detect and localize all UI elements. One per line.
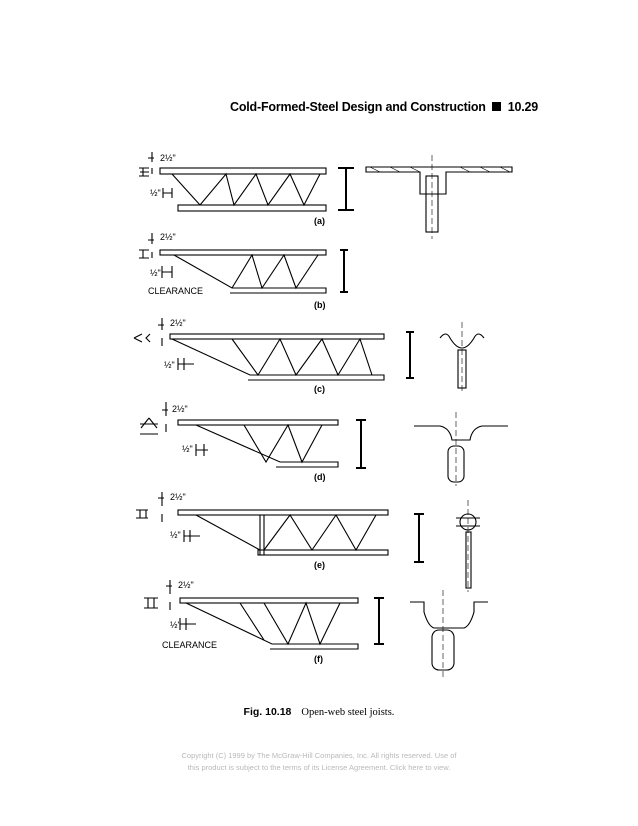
web-a xyxy=(172,174,320,205)
copyright-notice[interactable] xyxy=(0,750,638,774)
dim-a-2-5: 2½" xyxy=(160,153,176,163)
dim-b-lines xyxy=(148,233,154,258)
web-c xyxy=(232,339,372,375)
seat-a-section xyxy=(139,168,149,176)
joist-b xyxy=(139,232,348,310)
web-e xyxy=(196,515,376,555)
dim-a-0-5: ½" xyxy=(150,188,161,198)
dim-f-lines xyxy=(166,580,172,610)
seat-c-section xyxy=(134,334,150,342)
joist-a xyxy=(139,152,512,239)
dim-b-small xyxy=(162,266,172,278)
detail-f-plate xyxy=(410,602,488,628)
copyright-line-2[interactable]: this product is subject to the terms of its License Agreement. Click here to view. xyxy=(187,763,451,772)
section-a xyxy=(338,168,354,210)
web-d xyxy=(244,425,322,462)
seat-e-section xyxy=(136,510,148,518)
dim-f-small xyxy=(180,618,196,630)
dim-b-2-5: 2½" xyxy=(160,232,176,242)
seat-b-section xyxy=(139,250,149,258)
detail-e-rod xyxy=(466,532,471,588)
section-e xyxy=(414,514,424,562)
top-chord-f xyxy=(180,598,358,603)
section-b xyxy=(340,250,348,292)
top-chord-c xyxy=(170,334,384,339)
copyright-line-1: Copyright (C) 1999 by The McGraw-Hill Companies, Inc. All rights reserved. Use of xyxy=(181,751,457,760)
dim-e-0-5: ½" xyxy=(170,530,181,540)
joist-f xyxy=(144,580,488,680)
dim-c-2-5: 2½" xyxy=(170,318,186,328)
dim-e-2-5: 2½" xyxy=(170,492,186,502)
clearance-b: CLEARANCE xyxy=(148,286,204,296)
label-c: (c) xyxy=(314,384,325,394)
web-f xyxy=(240,603,340,644)
dim-d-lines xyxy=(162,402,168,432)
figure-caption-text: Open-web steel joists. xyxy=(301,707,395,718)
figure-caption xyxy=(0,706,638,718)
bottom-chord-e xyxy=(258,550,388,555)
figure-number: Fig. 10.18 xyxy=(243,706,292,718)
dim-f-0-5: ½" xyxy=(170,620,181,630)
dim-e-small xyxy=(184,530,200,542)
clearance-f: CLEARANCE xyxy=(162,640,218,650)
top-chord-d xyxy=(178,420,338,425)
web-b xyxy=(232,255,318,288)
bottom-chord-a xyxy=(178,205,326,211)
header-page-number: 10.29 xyxy=(507,100,538,114)
seat-d-section xyxy=(140,418,158,434)
section-f xyxy=(374,598,384,644)
joist-d xyxy=(140,402,508,486)
detail-a-hatch xyxy=(370,167,510,172)
dim-d-0-5: ½" xyxy=(182,444,193,454)
detail-a-plate xyxy=(366,167,512,194)
joist-e xyxy=(136,492,480,592)
dim-c-small xyxy=(178,358,194,370)
dim-f-2-5: 2½" xyxy=(178,580,194,590)
seat-f-section xyxy=(144,598,158,608)
header-title: Cold-Formed-Steel Design and Construction xyxy=(230,100,486,114)
label-d: (d) xyxy=(314,472,326,482)
top-chord-a xyxy=(160,168,326,174)
dim-c-lines xyxy=(158,318,164,346)
dim-d-small xyxy=(196,444,208,456)
label-e: (e) xyxy=(314,560,325,570)
joist-c xyxy=(134,318,484,394)
dim-d-2-5: 2½" xyxy=(172,404,188,414)
dim-b-0-5: ½" xyxy=(150,268,161,278)
label-f: (f) xyxy=(314,654,323,664)
section-d xyxy=(356,420,366,468)
label-b: (b) xyxy=(314,300,326,310)
bottom-chord-c xyxy=(172,339,384,380)
top-chord-e xyxy=(178,510,388,515)
dim-c-0-5: ½" xyxy=(164,360,175,370)
top-chord-b xyxy=(160,250,326,255)
detail-d-plate xyxy=(414,426,508,440)
section-c xyxy=(406,332,414,378)
label-a: (a) xyxy=(314,216,325,226)
dim-a-lines xyxy=(148,152,154,174)
dim-e-lines xyxy=(158,492,164,522)
dim-a-small xyxy=(163,188,172,198)
